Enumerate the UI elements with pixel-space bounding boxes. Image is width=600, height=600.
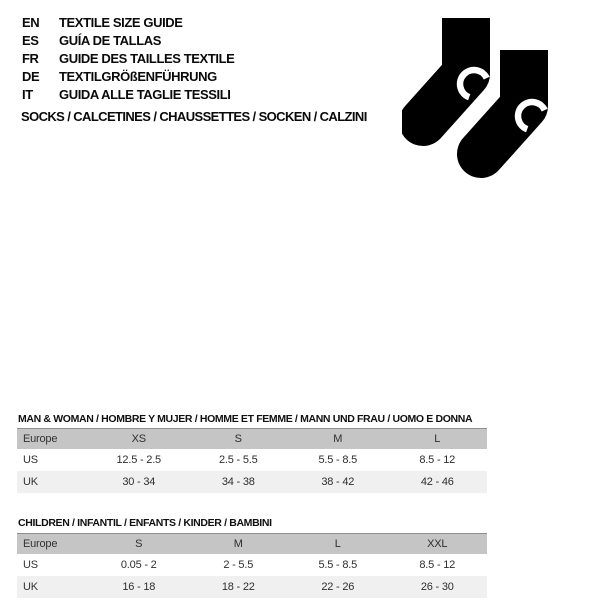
table-title-man-woman: MAN & WOMAN / HOMBRE Y MUJER / HOMME ET FEMME / MANN UND FRAU / UOMO E DONNA [18,413,473,425]
cell-value: 12.5 - 2.5 [116,454,161,466]
cell-value: 2.5 - 5.5 [218,454,258,466]
cell-value: 42 - 46 [420,476,454,488]
table-row [17,554,487,576]
header-cell-size: L [434,433,441,445]
size-table-man-woman [17,428,487,493]
language-code: IT [22,86,33,102]
language-label: GUÍA DE TALLAS [59,32,162,48]
cell-value: 16 - 18 [122,581,156,593]
category-title: SOCKS / CALCETINES / CHAUSSETTES / SOCKEN / CALZINI [21,109,367,124]
table-title-children: CHILDREN / INFANTIL / ENFANTS / KINDER / BAMBINI [18,517,272,529]
sock-shape-1 [423,18,490,122]
header-cell-size: M [333,433,343,445]
table-row [17,471,487,493]
language-label: GUIDE DES TAILLES TEXTILE [59,50,235,66]
header-cell-size: S [135,538,143,550]
table-row [17,449,487,471]
language-row-fr [22,49,234,67]
cell-value: 5.5 - 8.5 [318,559,358,571]
cell-value: 18 - 22 [221,581,255,593]
language-row-en [22,13,234,31]
language-label: TEXTILE SIZE GUIDE [59,14,183,30]
language-guide-list [22,13,234,103]
socks-icon [402,8,562,183]
row-label: UK [23,581,38,593]
language-row-it [22,85,234,103]
language-code: ES [22,32,39,48]
header-cell-region: Europe [23,538,58,550]
language-code: DE [22,68,40,84]
language-code: EN [22,14,40,30]
language-row-es [22,31,234,49]
header-cell-region: Europe [23,433,58,445]
row-label: US [23,559,38,571]
cell-value: 2 - 5.5 [223,559,254,571]
header-cell-size: XS [131,433,146,445]
cell-value: 38 - 42 [321,476,355,488]
cell-value: 8.5 - 12 [419,559,456,571]
cell-value: 34 - 38 [221,476,255,488]
language-label: TEXTILGRÖßENFÜHRUNG [59,68,217,84]
size-table-children [17,533,487,598]
cell-value: 5.5 - 8.5 [318,454,358,466]
header-cell-size: S [234,433,242,445]
header-cell-size: XXL [427,538,448,550]
table-header-row [17,428,487,449]
socks-icon-svg [402,8,562,183]
table-header-row [17,533,487,554]
header-cell-size: L [334,538,341,550]
row-label: US [23,454,38,466]
language-label: GUIDA ALLE TAGLIE TESSILI [59,86,231,102]
language-row-de [22,67,234,85]
cell-value: 30 - 34 [122,476,156,488]
sock-shape-2 [481,45,553,154]
table-row [17,576,487,598]
row-label: UK [23,476,38,488]
language-code: FR [22,50,39,66]
header-cell-size: M [233,538,243,550]
cell-value: 22 - 26 [321,581,355,593]
cell-value: 8.5 - 12 [419,454,456,466]
cell-value: 0.05 - 2 [120,559,157,571]
cell-value: 26 - 30 [420,581,454,593]
